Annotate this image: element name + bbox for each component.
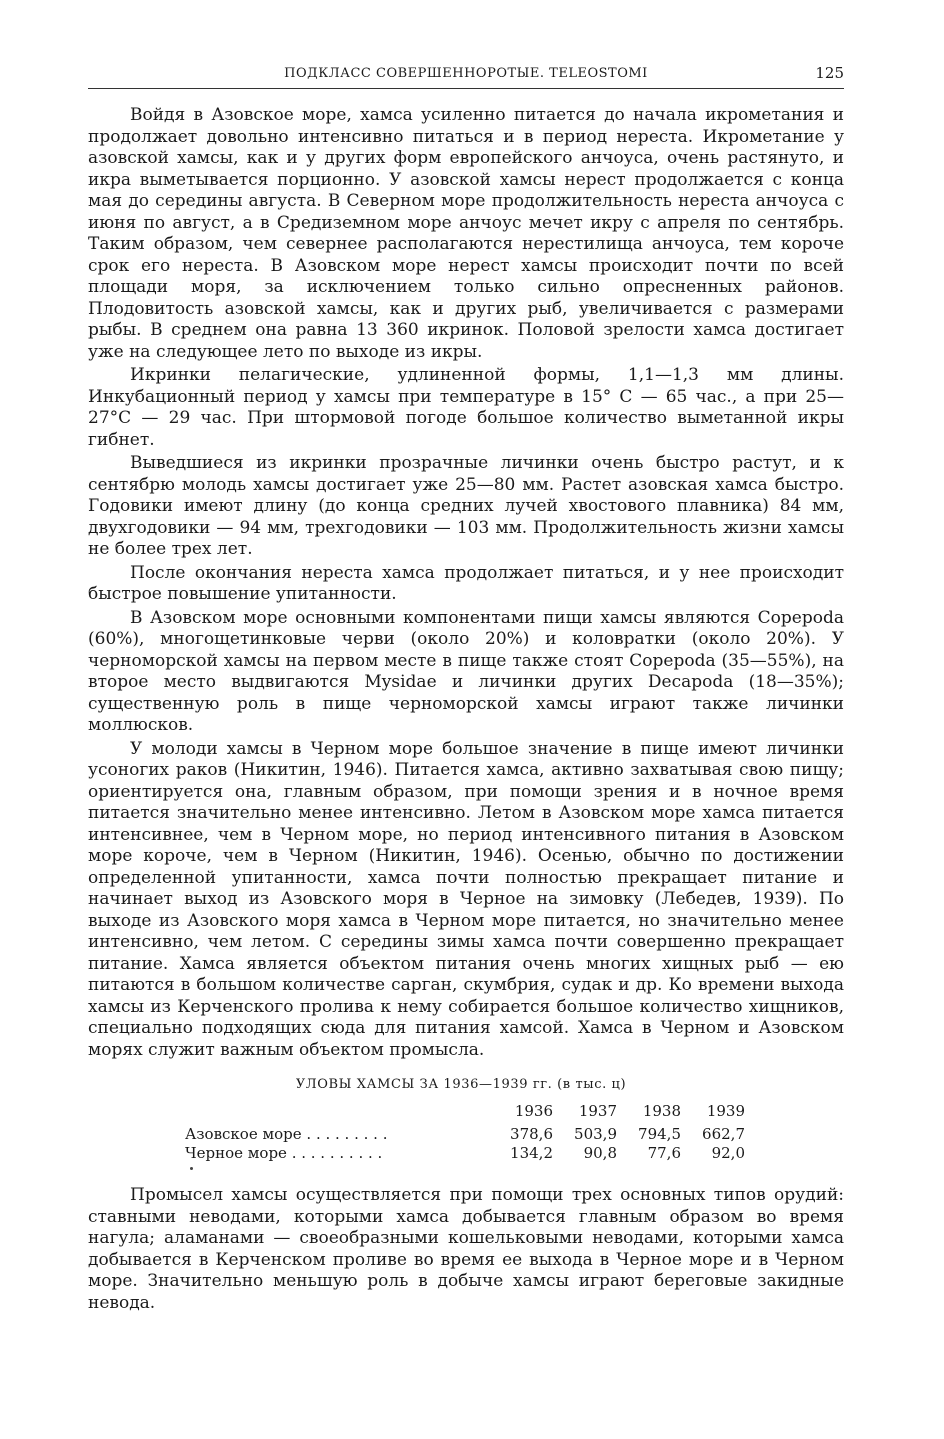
table-cell: 90,8 [583, 1144, 617, 1162]
running-title: ПОДКЛАСС СОВЕРШЕННОРОТЫЕ. TELEOSTOMI [284, 66, 648, 81]
table-cell: 92,0 [711, 1144, 745, 1162]
paragraph: В Азовском море основными компонентами пищи хамсы являются Copepoda (60%), многощетинковые черви (около 20%) и коловратки (около 20%). У черноморской хамсы на первом месте в пище также стоят Copepoda (35—55%), на второе место выдвигаются Mysidae и личинки других Decapoda (18—35%); существенную роль в пище черноморской хамсы играют также личинки моллюсков. [88, 607, 844, 735]
table-cell: 794,5 [638, 1125, 681, 1143]
book-page [88, 60, 844, 1314]
paragraph: У молоди хамсы в Черном море большое значение в пище имеют личинки усоногих раков (Никитин, 1946). Питается хамса, активно захватывая свою пищу; ориентируется она, главным образом, при помощи зрения и в ночное время питается значительно менее интенсивно. Летом в Азовском море хамса питается интенсивнее, чем в Черном море, но период интенсивного питания в Азовском море короче, чем в Черном (Никитин, 1946). Осенью, обычно по достижении определенной упитанности, хамса почти полностью прекращает питание и начинает выход из Азовского моря в Черное на зимовку (Лебедев, 1939). По выходе из Азовского моря хамса в Черном море питается, но значительно менее интенсивно, чем летом. С середины зимы хамса почти совершенно прекращает питание. Хамса является объектом питания очень многих хищных рыб — ею питаются в большом количестве сарган, скумбрия, судак и др. Ко времени выхода хамсы из Керченского пролива к нему собирается большое количество хищников, специально подходящих сюда для питания хамсой. Хамса в Черном и Азовском морях служит важным объектом промысла. [88, 738, 844, 1060]
table-cell: 134,2 [510, 1144, 553, 1162]
catch-table [185, 1102, 745, 1163]
table-header-row [185, 1102, 745, 1125]
closing-paragraph: Промысел хамсы осуществляется при помощи трех основных типов орудий: ставными неводами, которыми хамса добывается главным образом во время нагула; аламанами — своеобразными кошельковыми неводами, которыми хамса добывается в Керченском проливе во время ее выхода в Черное море и в Черном море. Значительно меньшую роль в добыче хамсы играют береговые закидные невода. [88, 1185, 844, 1313]
table-cell: 378,6 [510, 1125, 553, 1143]
catch-table-block [88, 1077, 844, 1163]
year-header: 1938 [642, 1102, 681, 1120]
year-header: 1939 [706, 1102, 745, 1120]
main-text [88, 105, 844, 1314]
paragraph: Выведшиеся из икринки прозрачные личинки очень быстро растут, и к сентябрю молодь хамсы достигает уже 25—80 мм. Растет азовская хамса быстро. Годовики имеют длину (до конца средних лучей хвостового плавника) 84 мм, двухгодовики — 94 мм, трехгодовики — 103 мм. Продолжительность жизни хамсы не более трех лет. [88, 453, 844, 559]
page-number: 125 [815, 64, 844, 82]
table-cell: 503,9 [574, 1125, 617, 1143]
year-header: 1937 [578, 1102, 617, 1120]
table-title: УЛОВЫ ХАМСЫ ЗА 1936—1939 гг. (в тыс. ц) [295, 1077, 627, 1092]
table-cell: 77,6 [647, 1144, 681, 1162]
print-speck [190, 1167, 193, 1170]
paragraph: Икринки пелагические, удлиненной формы, 1,1—1,3 мм длины. Инкубационный период у хамсы при температуре в 15° С — 65 час., а при 25—27°С — 29 час. При штормовой погоде большое количество выметанной икры гибнет. [88, 365, 844, 450]
year-header: 1936 [514, 1102, 553, 1120]
table-row [185, 1144, 745, 1163]
table-corner [185, 1102, 489, 1125]
running-header [88, 60, 844, 89]
row-label: Черное море . . . . . . . . . . [185, 1144, 383, 1162]
paragraph: После окончания нереста хамса продолжает питаться, и у нее происходит быстрое повышение упитанности. [88, 562, 844, 604]
paragraph: Войдя в Азовское море, хамса усиленно питается до начала икрометания и продолжает довольно интенсивно питаться и в период нереста. Икрометание у азовской хамсы, как и у других форм европейского анчоуса, очень растянуто, и икра выметывается порционно. У азовской хамсы нерест продолжается с конца мая до середины августа. В Северном море продолжительность нереста анчоуса с июня по август, а в Средиземном море анчоус мечет икру с апреля по сентябрь. Таким образом, чем севернее располагаются нерестилища анчоуса, тем короче срок его нереста. В Азовском море нерест хамсы происходит почти по всей площади моря, за исключением только сильно опресненных районов. Плодовитость азовской хамсы, как и других рыб, увеличивается с размерами рыбы. В среднем она равна 13 360 икринок. Половой зрелости хамса достигает уже на следующее лето по выходе из икры. [88, 105, 844, 362]
table-row [185, 1125, 745, 1144]
row-label: Азовское море . . . . . . . . . [185, 1125, 388, 1143]
table-cell: 662,7 [702, 1125, 745, 1143]
